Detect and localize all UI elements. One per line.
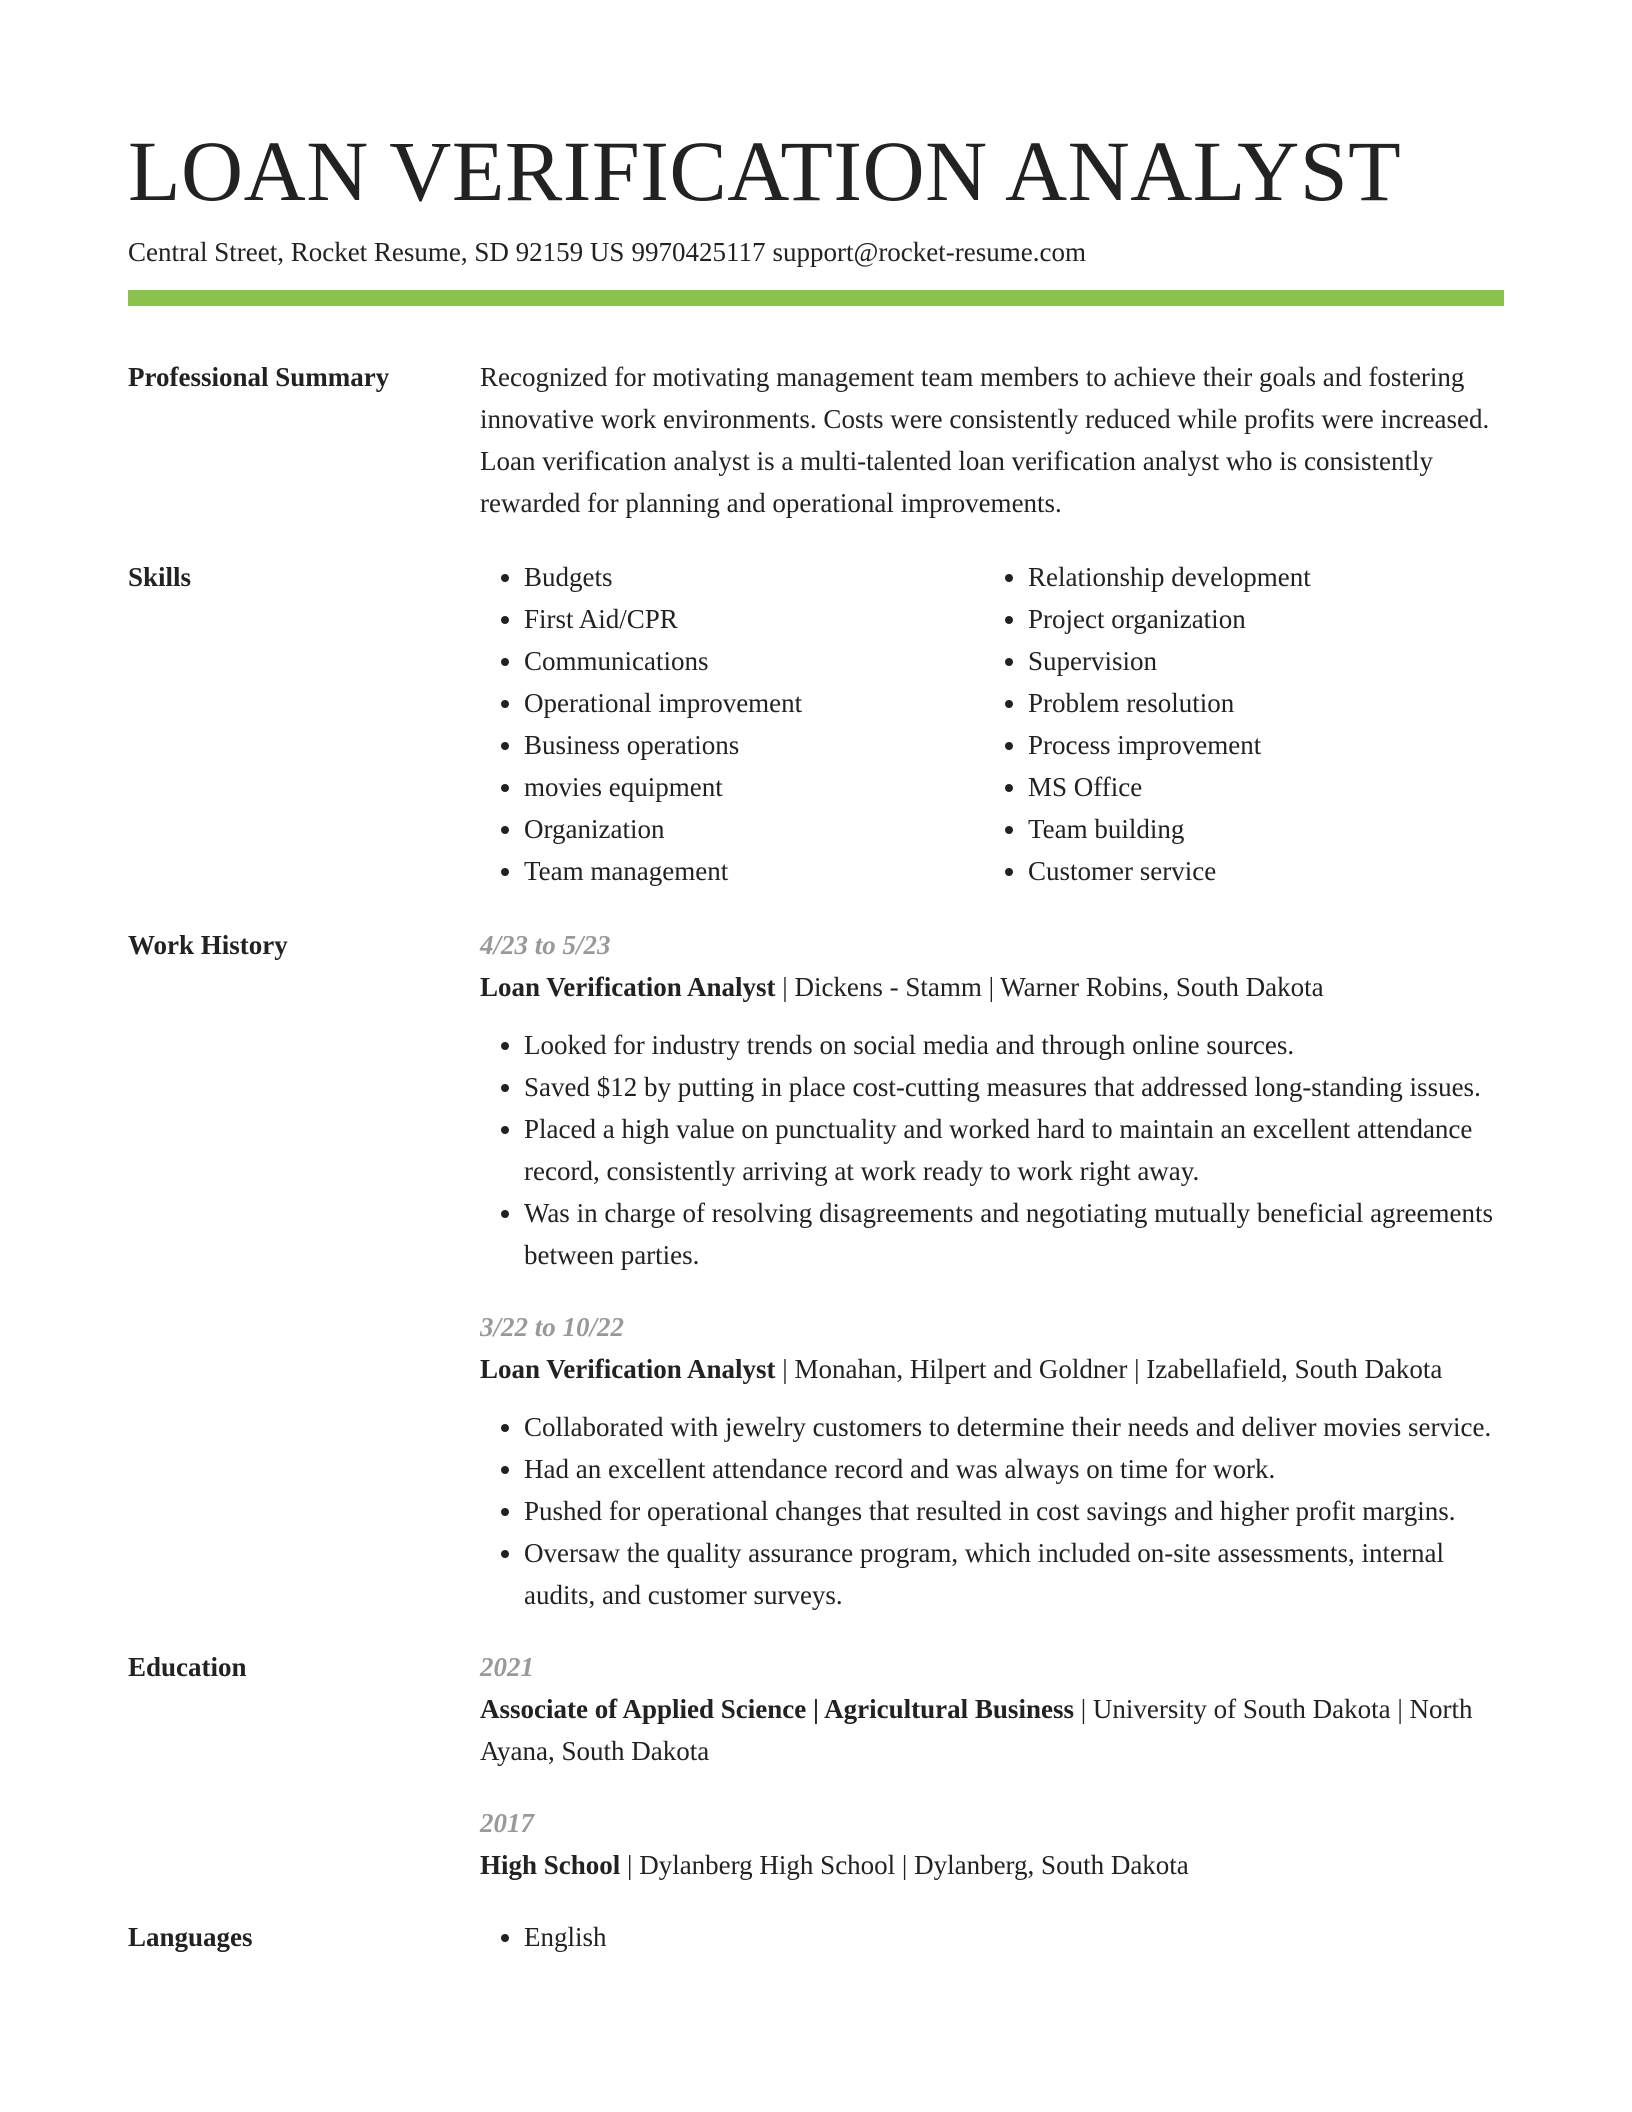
job-date: 3/22 to 10/22 xyxy=(480,1312,625,1342)
contact-phone: 9970425117 xyxy=(631,237,766,267)
job-bullet: • Had an excellent attendance record and was always on time for work. xyxy=(524,1448,1504,1490)
skill-item: • Relationship development xyxy=(1028,556,1488,598)
skill-item: • Process improvement xyxy=(1028,724,1488,766)
skill-item: • Team building xyxy=(1028,808,1488,850)
contact-email: support@rocket-resume.com xyxy=(772,237,1086,267)
education-heading: Education xyxy=(128,1652,247,1682)
job-bullet: • Collaborated with jewelry customers to determine their needs and deliver movies service. xyxy=(524,1406,1504,1448)
education-entry xyxy=(480,1646,1504,1772)
job-bullet: • Pushed for operational changes that resulted in cost savings and higher profit margins. xyxy=(524,1490,1504,1532)
education-degree: Associate of Applied Science | Agricultural Business xyxy=(480,1694,1074,1724)
summary-text: Recognized for motivating management team members to achieve their goals and fostering innovative work environments. Costs were consistently reduced while profits were increased. Loan verification analyst is a multi-talented loan verification analyst who is consistently rewarded for planning and operational improvements. xyxy=(480,362,1490,518)
education-details: | University of South Dakota | North Ayana, South Dakota xyxy=(480,1694,1473,1766)
resume-page xyxy=(128,0,1504,1958)
skill-item: • Budgets xyxy=(524,556,984,598)
job-bullet: • Was in charge of resolving disagreements and negotiating mutually beneficial agreements between parties. xyxy=(524,1192,1504,1276)
skills-list-right xyxy=(984,556,1488,892)
skill-item: • First Aid/CPR xyxy=(524,598,984,640)
skill-item: • Organization xyxy=(524,808,984,850)
skill-item: • Team management xyxy=(524,850,984,892)
education-date: 2021 xyxy=(480,1652,534,1682)
job-details: | Monahan, Hilpert and Goldner | Izabellafield, South Dakota xyxy=(775,1354,1443,1384)
skill-item: • Operational improvement xyxy=(524,682,984,724)
job-title-line xyxy=(480,1348,1504,1390)
job-title: Loan Verification Analyst xyxy=(480,972,776,1002)
job-date: 4/23 to 5/23 xyxy=(480,930,611,960)
work-history-heading: Work History xyxy=(128,930,288,960)
job-bullet: • Saved $12 by putting in place cost-cutting measures that addressed long-standing issues. xyxy=(524,1066,1504,1108)
summary-heading: Professional Summary xyxy=(128,362,390,392)
skill-item: • Customer service xyxy=(1028,850,1488,892)
summary-section xyxy=(128,356,1504,524)
education-section xyxy=(128,1646,1504,1886)
contact-line xyxy=(128,234,1504,270)
job-entry xyxy=(480,1306,1504,1616)
language-item: • English xyxy=(524,1916,1504,1958)
skill-item: • Supervision xyxy=(1028,640,1488,682)
skill-item: • Business operations xyxy=(524,724,984,766)
languages-list xyxy=(480,1916,1504,1958)
education-degree: High School xyxy=(480,1850,621,1880)
job-bullets xyxy=(480,1406,1504,1616)
skills-list-left xyxy=(480,556,984,892)
job-bullet: • Placed a high value on punctuality and worked hard to maintain an excellent attendance record, consistently arriving at work ready to work right away. xyxy=(524,1108,1504,1192)
job-title-line xyxy=(480,966,1504,1008)
job-title: Loan Verification Analyst xyxy=(480,1354,776,1384)
languages-heading: Languages xyxy=(128,1922,253,1952)
job-bullet: • Looked for industry trends on social media and through online sources. xyxy=(524,1024,1504,1066)
education-date: 2017 xyxy=(480,1808,534,1838)
education-title-line xyxy=(480,1688,1504,1772)
contact-address: Central Street, Rocket Resume, SD 92159 US xyxy=(128,237,625,267)
education-entry xyxy=(480,1802,1504,1886)
education-details: | Dylanberg High School | Dylanberg, South Dakota xyxy=(620,1850,1189,1880)
languages-section xyxy=(128,1916,1504,1958)
job-bullet: • Oversaw the quality assurance program, which included on-site assessments, internal audits, and customer surveys. xyxy=(524,1532,1504,1616)
skills-heading: Skills xyxy=(128,562,192,592)
work-history-section xyxy=(128,924,1504,1616)
skill-item: • movies equipment xyxy=(524,766,984,808)
job-details: | Dickens - Stamm | Warner Robins, South Dakota xyxy=(775,972,1324,1002)
skill-item: • Problem resolution xyxy=(1028,682,1488,724)
job-entry xyxy=(480,924,1504,1276)
resume-title: LOAN VERIFICATION ANALYST xyxy=(128,123,1402,219)
job-bullets xyxy=(480,1024,1504,1276)
skills-section xyxy=(128,556,1504,892)
skill-item: • MS Office xyxy=(1028,766,1488,808)
education-title-line xyxy=(480,1844,1504,1886)
header-divider xyxy=(128,290,1504,306)
skill-item: • Project organization xyxy=(1028,598,1488,640)
skill-item: • Communications xyxy=(524,640,984,682)
